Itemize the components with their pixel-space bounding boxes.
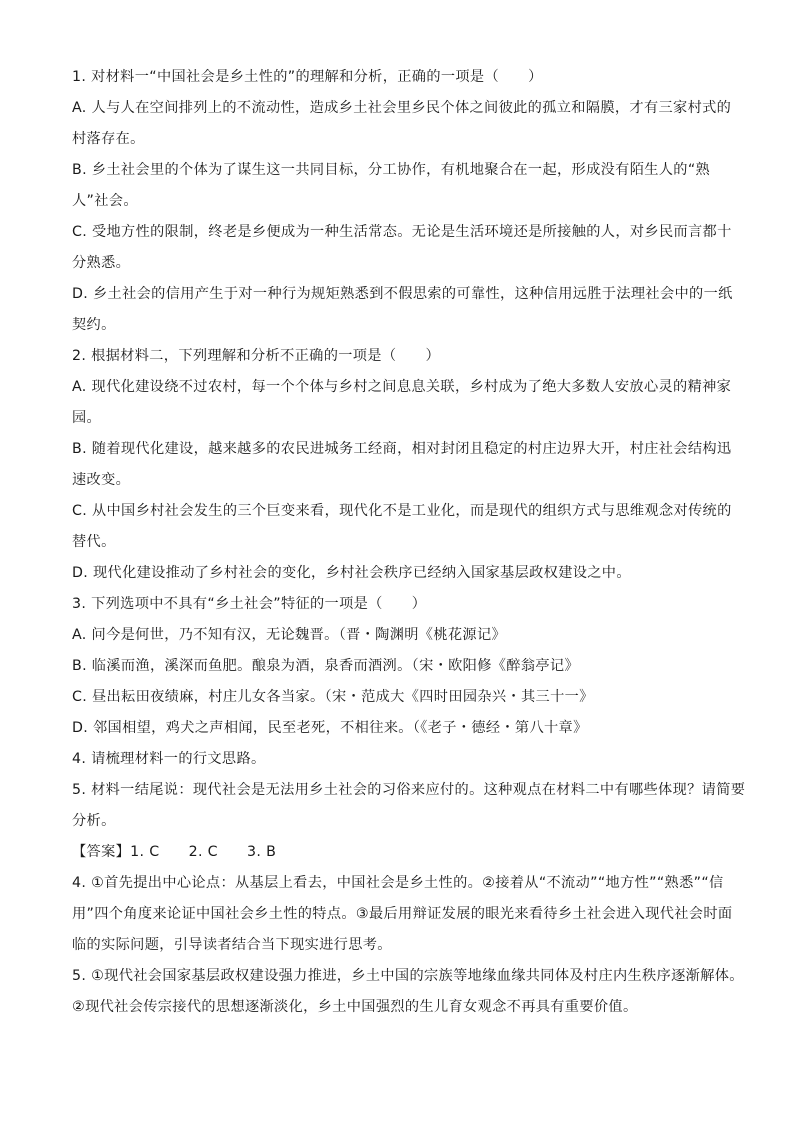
q1-option-c-cont: 分熟悉。 (72, 255, 131, 271)
q3-option-c: C. 昼出耘田夜绩麻，村庄儿女各当家。（宋・范成大《四时田园杂兴・其三十一》 (72, 689, 594, 705)
q2-option-c: C. 从中国乡村社会发生的三个巨变来看，现代化不是工业化，而是现代的组织方式与思维观念对传统的 (72, 503, 732, 519)
q1-option-b-cont: 人”社会。 (72, 193, 138, 209)
q3-option-d: D. 邻国相望，鸡犬之声相闻，民至老死，不相往来。（《老子・德经・第八十章》 (72, 720, 588, 736)
q4-stem: 4. 请梳理材料一的行文思路。 (72, 751, 266, 767)
q3-option-b: B. 临溪而渔，溪深而鱼肥。酿泉为酒，泉香而酒洌。（宋・欧阳修《醉翁亭记》 (72, 658, 579, 674)
a5-line-2: ②现代社会传宗接代的思想逐渐淡化，乡土中国强烈的生儿育女观念不再具有重要价值。 (72, 999, 638, 1015)
q3-option-a: A. 问今是何世，乃不知有汉，无论魏晋。（晋・陶渊明《桃花源记》 (72, 627, 507, 643)
q1-option-a: A. 人与人在空间排列上的不流动性，造成乡土社会里乡民个体之间彼此的孤立和隔膜，才有三家村式的 (72, 100, 732, 116)
q2-option-d: D. 现代化建设推动了乡村社会的变化，乡村社会秩序已经纳入国家基层政权建设之中。 (72, 565, 631, 581)
q2-option-a: A. 现代化建设绕不过农村，每一个个体与乡村之间息息关联，乡村成为了绝大多数人安放心灵的精神家 (72, 379, 732, 395)
q5-stem-cont: 分析。 (72, 813, 116, 829)
a5-line-1: 5. ①现代社会国家基层政权建设强力推进，乡土中国的宗族等地缘血缘共同体及村庄内生秩序逐渐解体。 (72, 968, 744, 984)
a4-line-1: 4. ①首先提出中心论点：从基层上看去，中国社会是乡土性的。②接着从“不流动”“地方性”“熟悉”“信 (72, 875, 724, 891)
q2-option-a-cont: 园。 (72, 410, 102, 426)
q1-option-b: B. 乡土社会里的个体为了谋生这一共同目标，分工协作，有机地聚合在一起，形成没有陌生人的“熟 (72, 162, 711, 178)
q1-option-d-cont: 契约。 (72, 317, 116, 333)
document-page (72, 62, 746, 1023)
a4-line-2: 用”四个角度来论证中国社会乡土性的特点。③最后用辩证发展的眼光来看待乡土社会进入现代社会时面 (72, 906, 733, 922)
q3-stem: 3. 下列选项中不具有“乡土社会”特征的一项是（ ） (72, 596, 427, 612)
q1-option-d: D. 乡土社会的信用产生于对一种行为规矩熟悉到不假思索的可靠性，这种信用远胜于法理社会中的一纸 (72, 286, 733, 302)
q5-stem: 5. 材料一结尾说：现代社会是无法用乡土社会的习俗来应付的。这种观点在材料二中有哪些体现？请简要 (72, 782, 746, 798)
q1-option-a-cont: 村落存在。 (72, 131, 145, 147)
q2-option-b-cont: 速改变。 (72, 472, 131, 488)
q2-option-c-cont: 替代。 (72, 534, 116, 550)
answer-line: 【答案】1. C 2. C 3. B (72, 844, 277, 860)
a4-line-3: 临的实际问题，引导读者结合当下现实进行思考。 (72, 937, 392, 953)
q1-option-c: C. 受地方性的限制，终老是乡便成为一种生活常态。无论是生活环境还是所接触的人，对乡民而言都十 (72, 224, 732, 240)
q2-stem: 2. 根据材料二，下列理解和分析不正确的一项是（ ） (72, 348, 440, 364)
q2-option-b: B. 随着现代化建设，越来越多的农民进城务工经商，相对封闭且稳定的村庄边界大开，村庄社会结构迅 (72, 441, 732, 457)
q1-stem: 1. 对材料一“中国社会是乡土性的”的理解和分析，正确的一项是（ ） (72, 69, 543, 85)
